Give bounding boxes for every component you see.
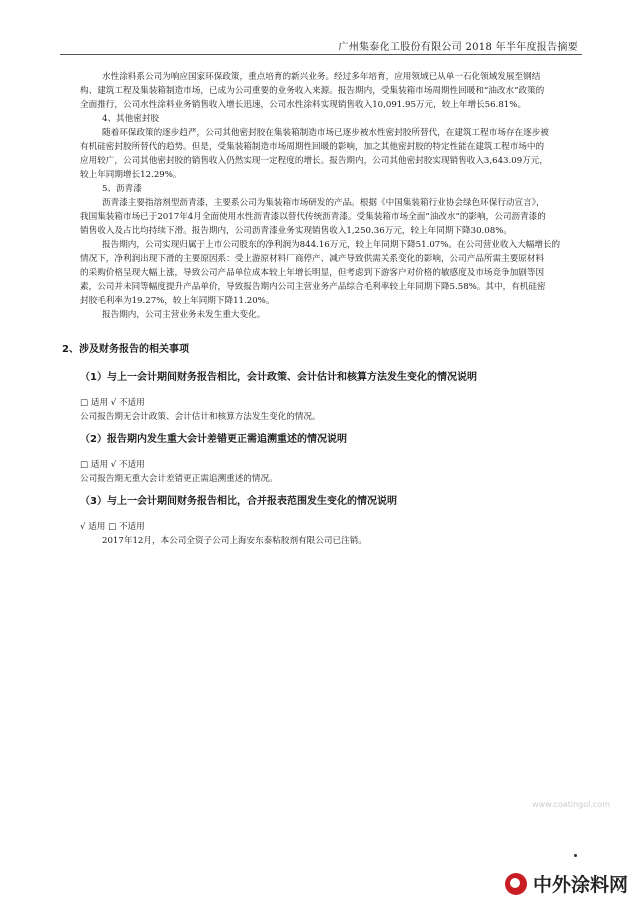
faint-watermark-url: www.coatingol.com (532, 800, 610, 809)
watermark-text: 中外涂料网 (532, 874, 628, 896)
body-line: 的采购价格呈现大幅上涨，导致公司产品单位成本较上年增长明显，但考虑到下游客户对价格的敏感度及市场竞争加剧等因 (80, 268, 545, 278)
applicability-options: □ 适用 √ 不适用 (80, 398, 145, 408)
subsection-text: 2017年12月，本公司全资子公司上海安东泰粘胶剂有限公司已注销。 (102, 536, 367, 546)
watermark-logo (505, 870, 628, 897)
subsection-title: （3）与上一会计期间财务报告相比，合并报表范围发生变化的情况说明 (80, 496, 397, 507)
subheading-line: 5、沥青漆 (102, 184, 142, 194)
subsection-title: （2）报告期内发生重大会计差错更正需追溯重述的情况说明 (80, 434, 347, 445)
subsection-title: （1）与上一会计期间财务报告相比，会计政策、会计估计和核算方法发生变化的情况说明 (80, 372, 477, 383)
body-line: 沥青漆主要指溶剂型沥青漆，主要系公司为集装箱市场研发的产品。根据《中国集装箱行业协会绿色环保行动宣言》， (102, 198, 545, 208)
body-line: 报告期内，公司主营业务未发生重大变化。 (102, 310, 266, 320)
body-line: 全面推行，公司水性涂料业务销售收入增长迅速，公司水性涂料实现销售收入10,091.95万元，较上年增长56.81%。 (80, 100, 527, 110)
subsection-text: 公司报告期无重大会计差错更正需追溯重述的情况。 (80, 474, 278, 484)
applicability-options: □ 适用 √ 不适用 (80, 460, 145, 470)
body-line: 素，公司并未同等幅度提升产品单价，导致报告期内公司主营业务产品综合毛利率较上年同期下降5.58%。其中，有机硅密 (80, 282, 546, 292)
body-line: 报告期内，公司实现归属于上市公司股东的净利润为844.16万元，较上年同期下降51.07%。在公司营业收入大幅增长的 (102, 240, 561, 250)
applicability-options: √ 适用 □ 不适用 (80, 522, 145, 532)
body-line: 构、建筑工程及集装箱制造市场，已成为公司重要的业务收入来源。报告期内，受集装箱市场周期性回暖和“油改水”政策的 (80, 86, 545, 96)
body-line: 我国集装箱市场已于2017年4月全面使用水性沥青漆以替代传统沥青漆。受集装箱市场全面“油改水”的影响，公司沥青漆的 (80, 212, 546, 222)
section-title: 2、涉及财务报告的相关事项 (62, 344, 189, 355)
page-header: 广州集泰化工股份有限公司 2018 年半年度报告摘要 (338, 42, 578, 53)
body-line: 水性涂料系公司为响应国家环保政策，重点培育的新兴业务。经过多年培育，应用领域已从单一石化领域发展至钢结 (102, 72, 541, 82)
subsection-text: 公司报告期无会计政策、会计估计和核算方法发生变化的情况。 (80, 412, 321, 422)
body-line: 应用较广，公司其他密封胶的销售收入仍然实现一定程度的增长。报告期内，公司其他密封胶实现销售收入3,643.09万元， (80, 156, 548, 166)
body-line: 较上年同期增长12.29%。 (80, 170, 182, 180)
body-line: 随着环保政策的逐步趋严，公司其他密封胶在集装箱制造市场已逐步被水性密封胶所替代，在建筑工程市场存在逐步被 (102, 128, 549, 138)
subheading-line: 4、其他密封胶 (102, 114, 160, 124)
coating-logo-icon (505, 873, 527, 895)
body-line: 销售收入及占比均持续下滑。报告期内，公司沥青漆业务实现销售收入1,250.36万元，较上年同期下降30.08%。 (80, 226, 512, 236)
header-divider (60, 54, 582, 55)
page-dot (574, 854, 577, 857)
body-line: 封胶毛利率为19.27%，较上年同期下降11.20%。 (80, 296, 275, 306)
body-line: 情况下，净利润出现下滑的主要原因系：受上游原材料厂商停产、减产导致供需关系变化的影响，公司产品所需主要原材料 (80, 254, 545, 264)
body-line: 有机硅密封胶所替代的趋势。但是，受集装箱制造市场周期性回暖的影响，加之其他密封胶的特定性能在建筑工程市场中的 (80, 142, 545, 152)
